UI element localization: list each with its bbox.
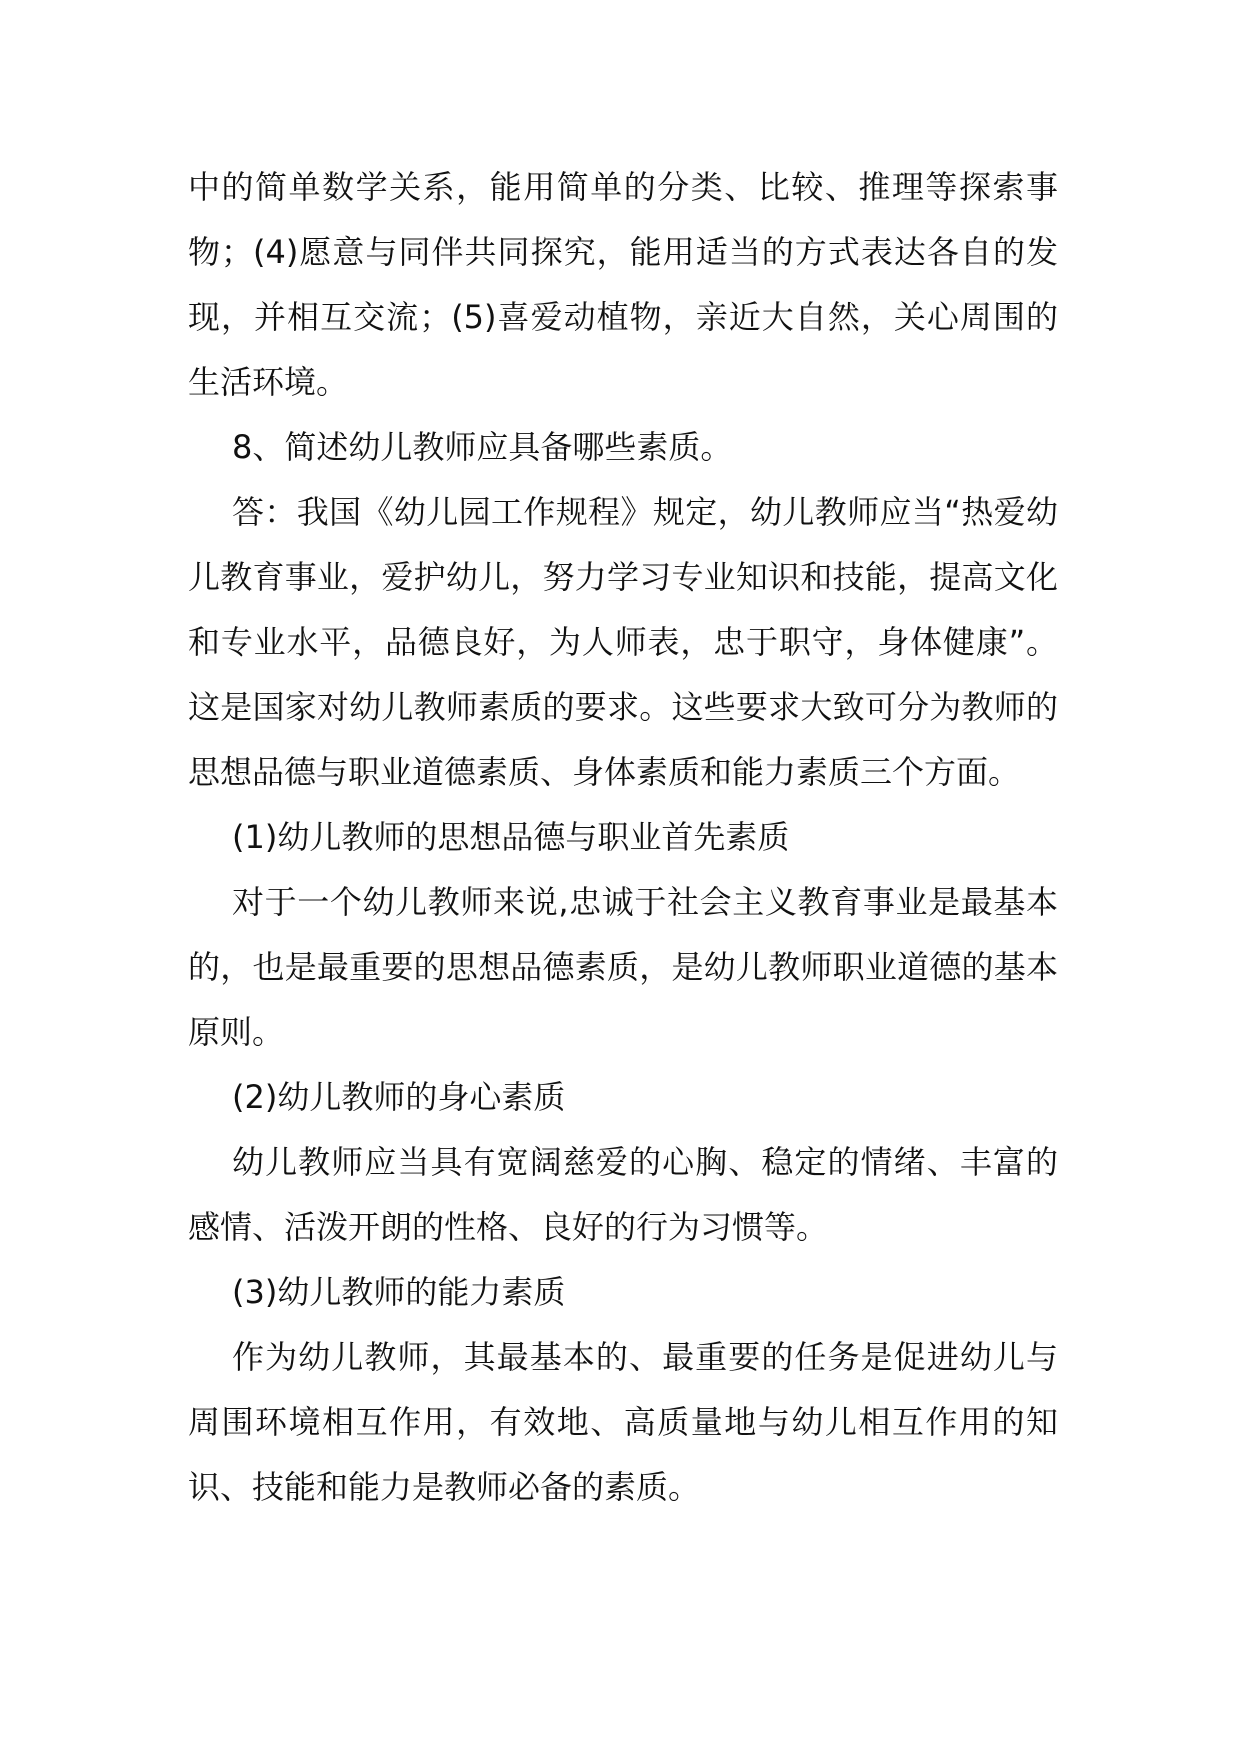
answer-paragraph: 答：我国《幼儿园工作规程》规定，幼儿教师应当“热爱幼儿教育事业，爱护幼儿，努力学习专业知识和技能，提高文化和专业水平，品德良好，为人师表，忠于职守，身体健康”。这是国家对幼儿教师素质的要求。这些要求大致可分为教师的思想品德与职业道德素质、身体素质和能力素质三个方面。 xyxy=(188,493,1058,791)
question-heading: 8、简述幼儿教师应具备哪些素质。 xyxy=(232,428,733,466)
section-heading-3: (3)幼儿教师的能力素质 xyxy=(232,1273,566,1311)
section-paragraph-1: 对于一个幼儿教师来说,忠诚于社会主义教育事业是最基本的，也是最重要的思想品德素质，是幼儿教师职业道德的基本原则。 xyxy=(188,883,1058,1051)
section-paragraph-3: 作为幼儿教师，其最基本的、最重要的任务是促进幼儿与周围环境相互作用，有效地、高质量地与幼儿相互作用的知识、技能和能力是教师必备的素质。 xyxy=(188,1338,1058,1506)
section-heading-2: (2)幼儿教师的身心素质 xyxy=(232,1078,566,1116)
paragraph-continuation: 中的简单数学关系，能用简单的分类、比较、推理等探索事物；(4)愿意与同伴共同探究，能用适当的方式表达各自的发现，并相互交流；(5)喜爱动植物，亲近大自然，关心周围的生活环境。 xyxy=(188,168,1058,401)
section-heading-1: (1)幼儿教师的思想品德与职业首先素质 xyxy=(232,818,790,856)
document-page xyxy=(188,155,1058,1520)
section-paragraph-2: 幼儿教师应当具有宽阔慈爱的心胸、稳定的情绪、丰富的感情、活泼开朗的性格、良好的行为习惯等。 xyxy=(188,1143,1058,1246)
